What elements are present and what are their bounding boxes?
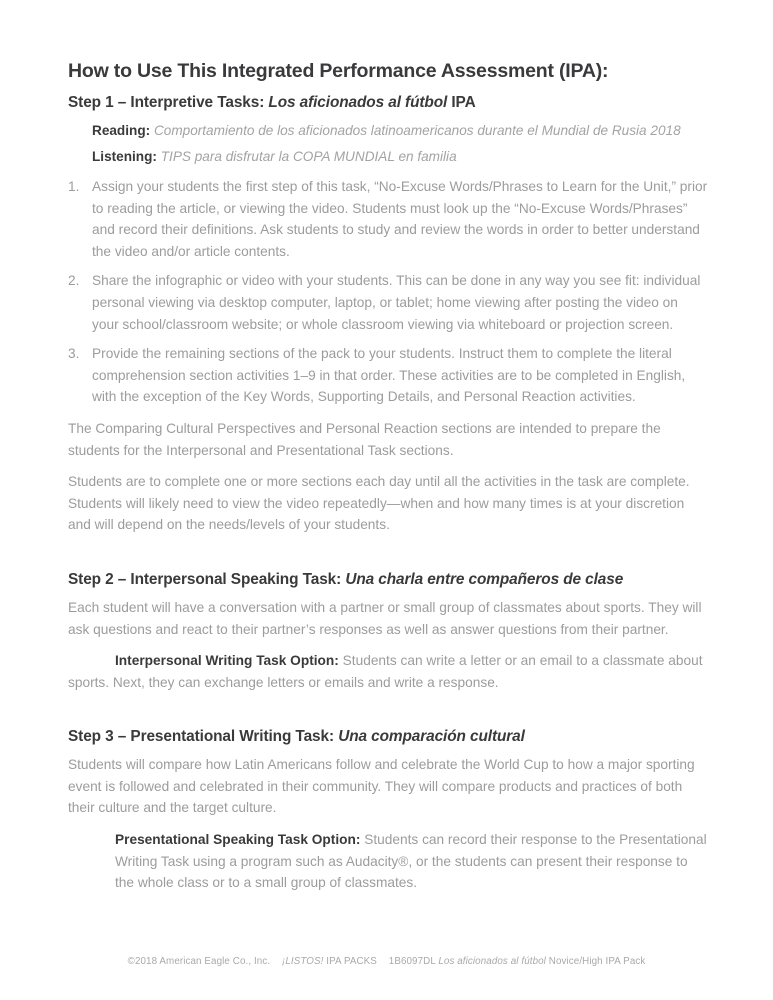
step3-option (115, 829, 708, 894)
listening-label: Listening: (92, 149, 157, 164)
footer-product-code: 1B6097DL (388, 956, 436, 967)
list-item-number: 1. (68, 179, 80, 194)
list-item-number: 3. (68, 346, 80, 362)
page-title: How to Use This Integrated Performance Assessment (IPA): (68, 60, 609, 82)
step2-option (68, 650, 708, 693)
footer-copyright: ©2018 American Eagle Co., Inc. (127, 956, 271, 967)
list-item-number: 2. (68, 273, 80, 289)
list-item-text: Share the infographic or video with your students. This can be done in any way you see fit: individual personal viewing via desktop computer, laptop, or tablet; home viewing after posting the video on your school/classroom website; or whole classroom viewing via whiteboard or projection screen. (92, 273, 701, 332)
step3-heading-italic: Una comparación cultural (338, 728, 525, 746)
section-step2 (68, 571, 708, 693)
step2-heading (68, 571, 708, 589)
step1-heading-prefix: Step 1 – Interpretive Tasks: (68, 94, 265, 111)
step1-paragraph-pacing: Students are to complete one or more sections each day until all the activities in the task are complete. Students will likely need to view the video repeatedly—when and how many times is at your discretion and will depend on the needs/levels of your students. (68, 474, 690, 533)
listening-title: TIPS para disfrutar la COPA MUNDIAL en familia (160, 149, 457, 164)
footer-series-rest: IPA PACKS (326, 956, 377, 967)
step2-heading-prefix: Step 2 – Interpersonal Speaking Task: (68, 570, 342, 588)
step1-heading-suffix: IPA (451, 94, 476, 111)
step1-heading (68, 94, 708, 112)
footer-product-level: Novice/High IPA Pack (548, 956, 646, 967)
section-step1 (68, 94, 708, 536)
step3-option-text: Students can record their response to the Presentational Writing Task using a program such as Audacity®, or the students can present their response to the whole class or to a small group of classmates. (115, 832, 707, 891)
reading-line (92, 120, 708, 141)
list-item-text: Assign your students the first step of this task, “No-Excuse Words/Phrases to Learn for the Unit,” prior to reading the article, or viewing the video. Students must look up the “No-Excuse Words/Phrases” and record their definitions. Ask students to study and review the words in order to better understand the video and/or article contents. (92, 179, 708, 259)
step3-heading (68, 728, 708, 746)
list-item (68, 176, 708, 262)
step3-option-label: Presentational Speaking Task Option: (115, 832, 361, 848)
listening-line (92, 146, 708, 167)
step1-heading-italic: Los aficionados al fútbol (268, 94, 448, 111)
instructions-list (68, 176, 708, 408)
reading-title: Comportamiento de los aficionados latinoamericanos durante el Mundial de Rusia 2018 (153, 123, 681, 138)
footer-series-name: ¡LISTOS! (282, 956, 324, 967)
section-step3 (68, 728, 708, 894)
footer-product-title: Los aficionados al fútbol (438, 956, 546, 967)
step2-option-text: Students can write a letter or an email to a classmate about sports. Next, they can exchange letters or emails and write a response. (68, 653, 703, 690)
document-content (68, 60, 708, 894)
step2-option-label: Interpersonal Writing Task Option: (115, 653, 339, 669)
step2-heading-italic: Una charla entre compañeros de clase (345, 570, 624, 588)
list-item-text: Provide the remaining sections of the pack to your students. Instruct them to complete the literal comprehension section activities 1–9 in that order. These activities are to be completed in English, with the exception of the Key Words, Supporting Details, and Personal Reaction activities. (92, 346, 686, 405)
step3-heading-prefix: Step 3 – Presentational Writing Task: (68, 728, 334, 746)
page-footer (0, 956, 773, 967)
step2-paragraph: Each student will have a conversation with a partner or small group of classmates about sports. They will ask questions and react to their partner’s responses as well as answer questions from their partner. (68, 599, 702, 637)
reading-label: Reading: (92, 123, 151, 138)
list-item (68, 270, 708, 335)
list-item (68, 343, 708, 408)
step3-paragraph: Students will compare how Latin Americans follow and celebrate the World Cup to how a major sporting event is followed and celebrated in their community. They will compare products and practices of both their culture and the target culture. (68, 757, 695, 816)
step1-paragraph-perspectives: The Comparing Cultural Perspectives and Personal Reaction sections are intended to prepare the students for the Interpersonal and Presentational Task sections. (68, 420, 661, 458)
